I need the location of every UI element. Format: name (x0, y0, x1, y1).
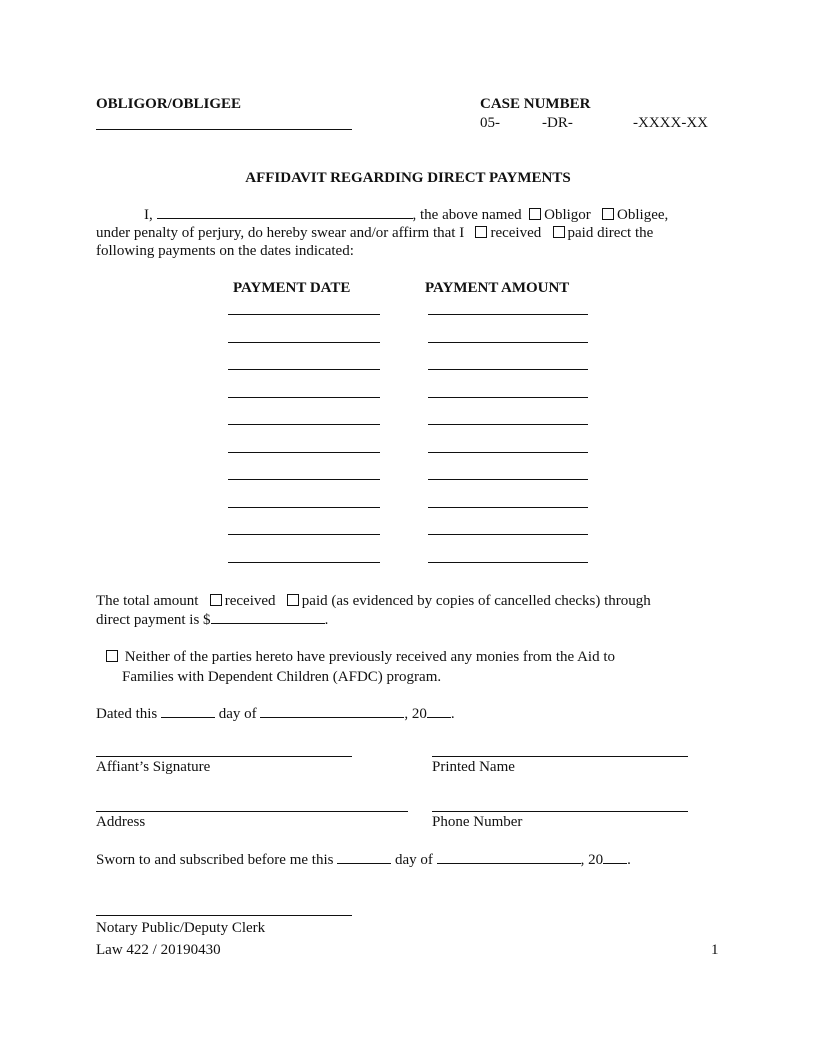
payment-date-field[interactable] (228, 534, 380, 535)
afdc-checkbox[interactable] (106, 650, 118, 662)
document-title: AFFIDAVIT REGARDING DIRECT PAYMENTS (245, 170, 571, 186)
paid-direct-checkbox-label: paid direct the (567, 225, 654, 241)
dated-month-field[interactable] (260, 705, 404, 718)
payment-amount-field[interactable] (428, 452, 588, 453)
sworn-line (96, 851, 631, 869)
notary-label: Notary Public/Deputy Clerk (96, 920, 266, 936)
printed-name-label: Printed Name (432, 759, 515, 775)
printed-name-field[interactable] (432, 756, 688, 757)
case-number-part-3: -XXXX-XX (633, 115, 708, 131)
dated-year-prefix: , 20 (404, 706, 427, 722)
dated-day-field[interactable] (161, 705, 215, 718)
dated-prefix: Dated this (96, 706, 158, 722)
sworn-month-field[interactable] (437, 851, 581, 864)
phone-number-field[interactable] (432, 811, 688, 812)
intro-line-2-text: under penalty of perjury, do hereby swear and/or affirm that I (96, 225, 465, 241)
payment-date-field[interactable] (228, 314, 380, 315)
case-number-part-2: -DR- (542, 115, 573, 131)
affiant-name-field[interactable] (157, 206, 413, 219)
case-number-part-1: 05- (480, 115, 500, 131)
sworn-year-field[interactable] (603, 851, 627, 864)
total-amount-field[interactable] (211, 611, 325, 624)
address-field[interactable] (96, 811, 408, 812)
total-prefix: The total amount (96, 593, 199, 609)
total-paid-checkbox[interactable] (287, 594, 299, 606)
intro-line-2 (96, 225, 653, 242)
payment-date-field[interactable] (228, 424, 380, 425)
obligee-checkbox-label: Obligee, (617, 207, 669, 223)
obligee-checkbox[interactable] (602, 208, 614, 220)
page-number: 1 (711, 942, 719, 958)
affiant-signature-field[interactable] (96, 756, 352, 757)
sworn-end: . (627, 852, 631, 868)
payment-date-field[interactable] (228, 479, 380, 480)
sworn-day-field[interactable] (337, 851, 391, 864)
obligor-checkbox[interactable] (529, 208, 541, 220)
payment-date-field[interactable] (228, 507, 380, 508)
obligor-obligee-label: OBLIGOR/OBLIGEE (96, 96, 242, 112)
intro-line-3: following payments on the dates indicated: (96, 243, 354, 259)
case-number-label: CASE NUMBER (480, 96, 591, 112)
payment-amount-field[interactable] (428, 342, 588, 343)
sworn-day-of: day of (394, 852, 433, 868)
total-paid-label: paid (as evidenced by copies of cancelled checks) through (301, 593, 651, 609)
received-checkbox-label: received (490, 225, 542, 241)
address-label: Address (96, 814, 146, 830)
intro-i-prefix: I, (144, 207, 153, 223)
phone-number-label: Phone Number (432, 814, 523, 830)
paid-direct-checkbox[interactable] (553, 226, 565, 238)
payment-amount-field[interactable] (428, 507, 588, 508)
payment-amount-header: PAYMENT AMOUNT (425, 280, 570, 296)
payment-amount-field[interactable] (428, 534, 588, 535)
received-checkbox[interactable] (475, 226, 487, 238)
sworn-prefix: Sworn to and subscribed before me this (96, 852, 334, 868)
afdc-line-1 (106, 649, 615, 666)
dated-year-field[interactable] (427, 705, 451, 718)
total-received-checkbox[interactable] (210, 594, 222, 606)
notary-signature-field[interactable] (96, 915, 352, 916)
total-line-2-prefix: direct payment is $ (96, 612, 211, 628)
affiant-signature-label: Affiant’s Signature (96, 759, 211, 775)
dated-end: . (450, 706, 455, 722)
total-line-1 (96, 593, 651, 610)
total-received-label: received (224, 593, 276, 609)
payment-date-field[interactable] (228, 397, 380, 398)
obligor-checkbox-label: Obligor (544, 207, 591, 223)
payment-amount-field[interactable] (428, 397, 588, 398)
payment-date-field[interactable] (228, 342, 380, 343)
payment-amount-field[interactable] (428, 479, 588, 480)
intro-above-named: , the above named (412, 207, 522, 223)
payment-amount-field[interactable] (428, 314, 588, 315)
payment-date-field[interactable] (228, 562, 380, 563)
payment-date-field[interactable] (228, 369, 380, 370)
dated-line (96, 705, 455, 723)
dated-day-of: day of (218, 706, 257, 722)
payment-date-header: PAYMENT DATE (233, 280, 351, 296)
payment-date-field[interactable] (228, 452, 380, 453)
sworn-year-prefix: , 20 (580, 852, 604, 868)
payment-amount-field[interactable] (428, 424, 588, 425)
payment-amount-field[interactable] (428, 369, 588, 370)
afdc-line-1-text: Neither of the parties hereto have previously received any monies from the Aid to (124, 649, 616, 665)
intro-line-1 (144, 206, 668, 224)
form-id: Law 422 / 20190430 (96, 942, 221, 958)
afdc-line-2: Families with Dependent Children (AFDC) program. (122, 669, 442, 685)
total-line-2-suffix: . (324, 612, 329, 628)
total-line-2 (96, 611, 328, 629)
obligor-obligee-field[interactable] (96, 129, 352, 130)
payment-amount-field[interactable] (428, 562, 588, 563)
